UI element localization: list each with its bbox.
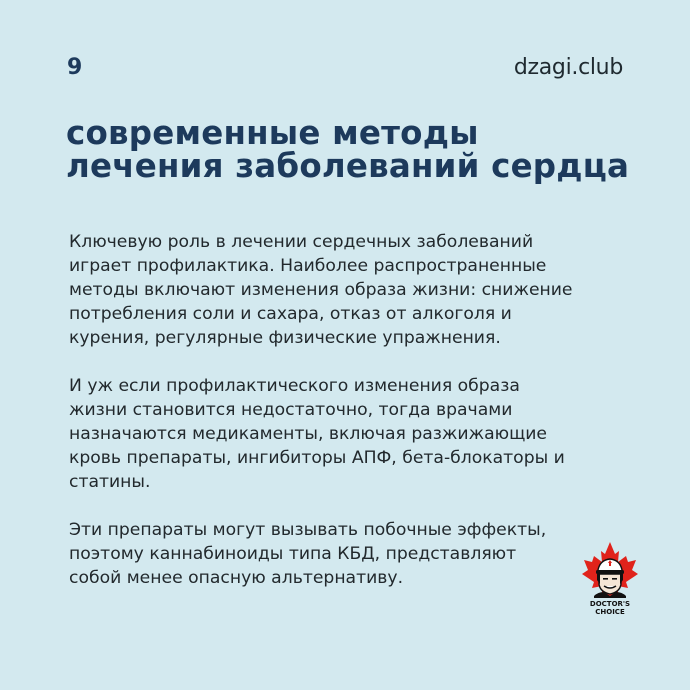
maple-leaf-doctor-icon <box>578 540 642 600</box>
paragraph-medication <box>69 374 639 494</box>
text-line: И уж если профилактического изменения образа <box>69 376 520 396</box>
site-name: dzagi.club <box>513 55 623 80</box>
text-line: статины. <box>69 472 151 492</box>
doctors-choice-logo <box>578 540 642 624</box>
text-line: кровь препараты, ингибиторы АПФ, бета-блокаторы и <box>69 448 565 468</box>
page-number: 9 <box>67 55 83 80</box>
text-line: поэтому каннабиноиды типа КБД, представляют <box>69 544 517 564</box>
paragraph-prevention <box>69 230 639 350</box>
title-line: современные методы <box>66 114 479 152</box>
text-line: Эти препараты могут вызывать побочные эффекты, <box>69 520 547 540</box>
logo-text-line2: CHOICE <box>595 608 625 616</box>
page-title <box>66 114 646 185</box>
text-line: потребления соли и сахара, отказ от алкоголя и <box>69 304 512 324</box>
paragraph-alternative <box>69 518 639 590</box>
text-line: играет профилактика. Наиболее распространенные <box>69 256 547 276</box>
logo-text-line1: DOCTOR'S <box>589 600 631 608</box>
text-line: Ключевую роль в лечении сердечных заболеваний <box>69 232 534 252</box>
logo-text <box>578 600 642 616</box>
text-line: жизни становится недостаточно, тогда врачами <box>69 400 513 420</box>
text-line: назначаются медикаменты, включая разжижающие <box>69 424 548 444</box>
title-line: лечения заболеваний сердца <box>66 147 630 185</box>
text-line: курения, регулярные физические упражнения. <box>69 328 501 348</box>
text-line: методы включают изменения образа жизни: снижение <box>69 280 573 300</box>
article-body <box>69 230 639 614</box>
text-line: собой менее опасную альтернативу. <box>69 568 404 588</box>
